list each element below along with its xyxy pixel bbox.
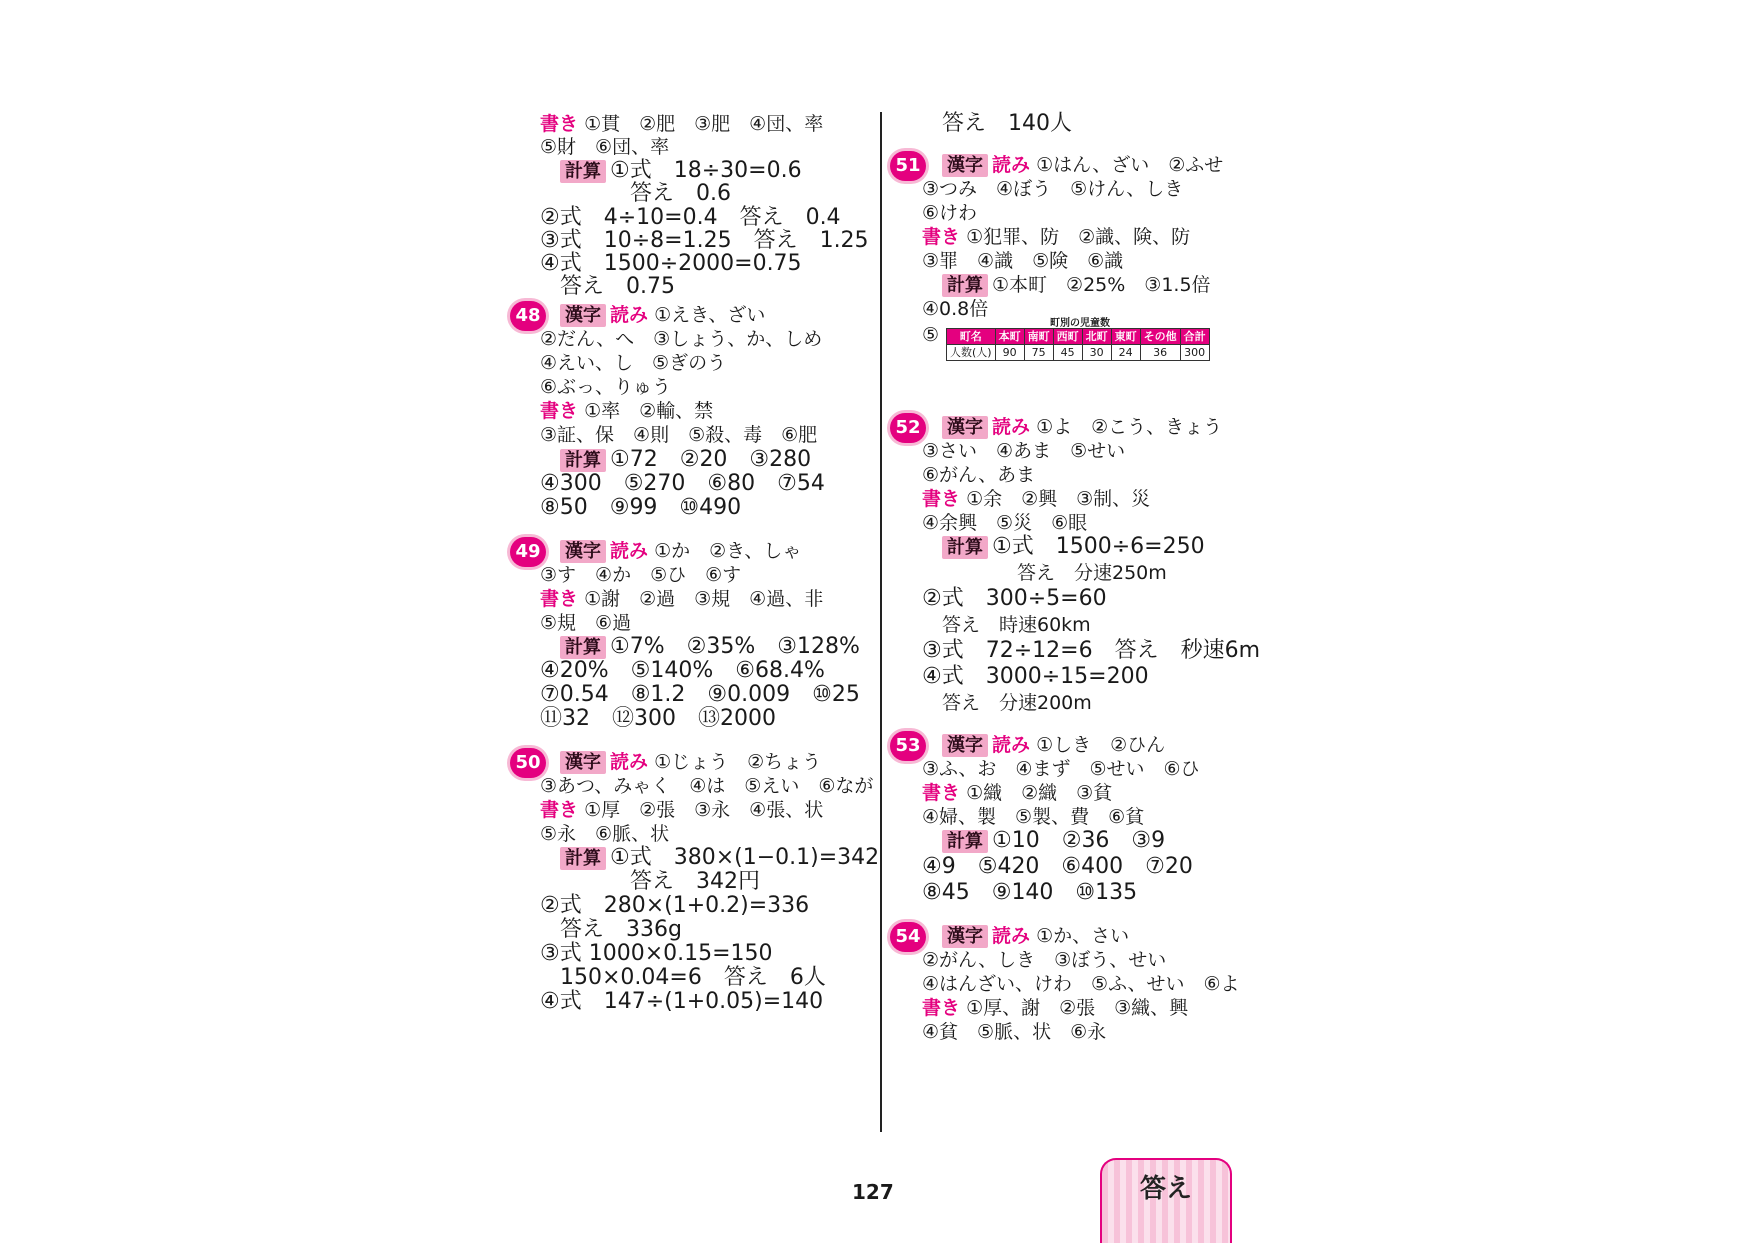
answer-line: ④えい、し ⑤ぎのう xyxy=(540,352,727,374)
yomi-label: 読み xyxy=(610,304,649,326)
answer-line: ④0.8倍 xyxy=(922,298,989,320)
kaki-label: 書き xyxy=(922,782,961,804)
kaki-label: 書き xyxy=(922,488,961,510)
table-header-cell: 東町 xyxy=(1111,329,1140,345)
answer-line: ⑤ xyxy=(922,324,940,346)
answer-line: ⑧50 ⑨99 ⑩490 xyxy=(540,495,742,520)
answer-text: ①じょう ②ちょう xyxy=(654,751,822,773)
section-badge-48: 48 xyxy=(510,301,546,331)
answer-line: ③式 1000×0.15=150 xyxy=(540,941,773,966)
table-cell: 人数(人) xyxy=(947,345,996,361)
kaki-line xyxy=(540,587,823,611)
table-cell: 90 xyxy=(995,345,1024,361)
answer-text: ①式 18÷30=0.6 xyxy=(610,158,802,183)
answer-line: 答え 0.6 xyxy=(630,181,731,206)
answer-text: ①はん、ざい ②ふせ xyxy=(1036,154,1224,176)
answer-text: ①犯罪、防 ②識、険、防 xyxy=(966,226,1191,248)
answer-line: 答え 336g xyxy=(560,917,682,942)
answer-text: ①厚、謝 ②張 ③織、興 xyxy=(966,997,1189,1019)
answer-line: ④9 ⑤420 ⑥400 ⑦20 xyxy=(922,854,1193,879)
table-header-row xyxy=(947,329,1210,345)
table-cell: 45 xyxy=(1053,345,1082,361)
answer-text: ①しき ②ひん xyxy=(1036,734,1166,756)
keisan-line xyxy=(942,273,1211,297)
answer-text: ①よ ②こう、きょう xyxy=(1036,416,1223,438)
answer-text: ①織 ②織 ③貧 xyxy=(966,782,1113,804)
kaki-label: 書き xyxy=(922,997,961,1019)
table-cell: 36 xyxy=(1140,345,1180,361)
answer-line: ⑥けわ xyxy=(922,202,978,224)
kaki-label: 書き xyxy=(922,226,961,248)
page-number: 127 xyxy=(852,1180,894,1204)
table-header-cell: 西町 xyxy=(1053,329,1082,345)
keisan-label: 計算 xyxy=(560,449,606,472)
kaki-line xyxy=(540,798,823,822)
yomi-label: 読み xyxy=(992,416,1031,438)
answer-line: ⑥がん、あま xyxy=(922,464,1036,486)
kanji-label: 漢字 xyxy=(560,540,606,563)
answer-line: ③式 72÷12=6 答え 秒速6m xyxy=(922,638,1261,663)
yomi-line xyxy=(942,924,1129,948)
kaki-line xyxy=(922,996,1188,1020)
yomi-label: 読み xyxy=(610,751,649,773)
answer-text: ①7% ②35% ③128% xyxy=(610,634,860,659)
answer-line: ④余興 ⑤災 ⑥眼 xyxy=(922,512,1088,534)
answer-text: ①率 ②輸、禁 xyxy=(584,400,714,422)
answer-line: ④式 147÷(1+0.05)=140 xyxy=(540,989,824,1014)
answer-line: ④式 1500÷2000=0.75 xyxy=(540,251,802,276)
answer-line: ⑪32 ⑫300 ⑬2000 xyxy=(540,706,776,731)
answer-line: ②式 300÷5=60 xyxy=(922,586,1107,611)
section-badge-53: 53 xyxy=(890,731,926,761)
yomi-line xyxy=(942,415,1222,439)
section-badge-49: 49 xyxy=(510,537,546,567)
answer-line: 150×0.04=6 答え 6人 xyxy=(560,965,826,990)
answer-text: ①式 1500÷6=250 xyxy=(992,534,1205,559)
yomi-label: 読み xyxy=(992,734,1031,756)
kanji-label: 漢字 xyxy=(560,751,606,774)
keisan-line xyxy=(942,829,1165,853)
section-badge-51: 51 xyxy=(890,151,926,181)
answer-line: ⑥ぶっ、りゅう xyxy=(540,376,672,398)
kanji-label: 漢字 xyxy=(560,304,606,327)
keisan-line xyxy=(560,448,811,472)
answer-line: ⑧45 ⑨140 ⑩135 xyxy=(922,880,1138,905)
answer-text: ①えき、ざい xyxy=(654,304,766,326)
answer-line: 答え 140人 xyxy=(942,111,1072,136)
answer-line: ④貧 ⑤脈、状 ⑥永 xyxy=(922,1021,1107,1043)
answer-line: ④20% ⑤140% ⑥68.4% xyxy=(540,658,825,683)
answer-text: ①10 ②36 ③9 xyxy=(992,828,1166,853)
kanji-label: 漢字 xyxy=(942,416,988,439)
answers-tab xyxy=(1100,1158,1232,1243)
answer-text: ①厚 ②張 ③永 ④張、状 xyxy=(584,799,824,821)
answer-line: 答え 分速250m xyxy=(1017,562,1167,584)
keisan-label: 計算 xyxy=(942,536,988,559)
answer-line: ③ふ、お ④まず ⑤せい ⑥ひ xyxy=(922,758,1200,780)
keisan-label: 計算 xyxy=(560,160,606,183)
kanji-label: 漢字 xyxy=(942,925,988,948)
kaki-line xyxy=(540,399,713,423)
table-cell: 30 xyxy=(1082,345,1111,361)
kaki-line xyxy=(922,225,1190,249)
kaki-label: 書き xyxy=(540,588,579,610)
yomi-label: 読み xyxy=(992,925,1031,947)
kaki-line xyxy=(922,781,1112,805)
table-header-cell: 北町 xyxy=(1082,329,1111,345)
answer-line: ③つみ ④ぼう ⑤けん、しき xyxy=(922,178,1184,200)
kaki-label: 書き xyxy=(540,799,579,821)
yomi-line xyxy=(942,153,1223,177)
kaki-label: 書き xyxy=(540,113,579,135)
keisan-line xyxy=(560,159,802,183)
answer-line: ③式 10÷8=1.25 答え 1.25 xyxy=(540,228,869,253)
table-cell: 75 xyxy=(1024,345,1053,361)
table-header-cell: その他 xyxy=(1140,329,1180,345)
table-row xyxy=(947,345,1210,361)
keisan-line xyxy=(560,635,860,659)
table-header-cell: 合計 xyxy=(1180,329,1209,345)
keisan-label: 計算 xyxy=(942,274,988,297)
answer-line: ③証、保 ④則 ⑤殺、毒 ⑥肥 xyxy=(540,424,818,446)
town-children-table xyxy=(946,328,1210,361)
answer-line: ②がん、しき ③ぼう、せい xyxy=(922,949,1167,971)
yomi-label: 読み xyxy=(610,540,649,562)
answer-text: ①貫 ②肥 ③肥 ④団、率 xyxy=(584,113,824,135)
kanji-label: 漢字 xyxy=(942,154,988,177)
answer-line: 答え 時速60km xyxy=(942,614,1091,636)
answer-line: ③さい ④あま ⑤せい xyxy=(922,440,1126,462)
kaki-line xyxy=(922,487,1150,511)
answer-line: 答え 0.75 xyxy=(560,274,675,299)
table-header-cell: 南町 xyxy=(1024,329,1053,345)
table-header-cell: 町名 xyxy=(947,329,996,345)
yomi-line xyxy=(560,303,765,327)
answer-line: 答え 分速200m xyxy=(942,692,1092,714)
keisan-label: 計算 xyxy=(560,847,606,870)
kanji-label: 漢字 xyxy=(942,734,988,757)
yomi-line xyxy=(560,539,801,563)
kaki-line xyxy=(540,112,823,136)
keisan-label: 計算 xyxy=(560,636,606,659)
answer-text: ①72 ②20 ③280 xyxy=(610,447,812,472)
answer-line: ⑤規 ⑥過 xyxy=(540,612,632,634)
answer-line: ②だん、へ ③しょう、か、しめ xyxy=(540,328,823,350)
answer-line: ④300 ⑤270 ⑥80 ⑦54 xyxy=(540,471,825,496)
table-title: 町別の児童数 xyxy=(1050,318,1110,329)
answer-line: ⑦0.54 ⑧1.2 ⑨0.009 ⑩25 xyxy=(540,682,860,707)
section-badge-54: 54 xyxy=(890,922,926,952)
answer-line: ⑤永 ⑥脈、状 xyxy=(540,823,670,845)
answer-line: ③罪 ④識 ⑤険 ⑥識 xyxy=(922,250,1124,272)
section-badge-52: 52 xyxy=(890,413,926,443)
answer-text: ①本町 ②25% ③1.5倍 xyxy=(992,274,1211,296)
keisan-label: 計算 xyxy=(942,830,988,853)
keisan-line xyxy=(942,535,1205,559)
yomi-line xyxy=(942,733,1165,757)
yomi-line xyxy=(560,750,821,774)
answer-line: ④はんざい、けわ ⑤ふ、せい ⑥よ xyxy=(922,973,1240,995)
table-header-cell: 本町 xyxy=(995,329,1024,345)
answer-text: ①か ②き、しゃ xyxy=(654,540,802,562)
section-badge-50: 50 xyxy=(510,748,546,778)
yomi-label: 読み xyxy=(992,154,1031,176)
column-divider xyxy=(880,112,882,1132)
answer-line: ③す ④か ⑤ひ ⑥す xyxy=(540,564,742,586)
answer-line: ③あつ、みゃく ④は ⑤えい ⑥なが xyxy=(540,775,874,797)
kaki-label: 書き xyxy=(540,400,579,422)
answer-line: 答え 342円 xyxy=(630,869,760,894)
answer-line: ②式 280×(1+0.2)=336 xyxy=(540,893,810,918)
answer-text: ①式 380×(1−0.1)=342 xyxy=(610,845,880,870)
answer-line: ④婦、製 ⑤製、費 ⑥貧 xyxy=(922,806,1145,828)
answer-line: ⑤財 ⑥団、率 xyxy=(540,136,670,158)
table-cell: 24 xyxy=(1111,345,1140,361)
answer-line: ②式 4÷10=0.4 答え 0.4 xyxy=(540,205,841,230)
answers-tab-label: 答え xyxy=(1139,1174,1192,1204)
answer-text: ①謝 ②過 ③規 ④過、非 xyxy=(584,588,824,610)
answer-text: ①余 ②興 ③制、災 xyxy=(966,488,1151,510)
table-cell: 300 xyxy=(1180,345,1209,361)
keisan-line xyxy=(560,846,879,870)
answer-text: ①か、さい xyxy=(1036,925,1130,947)
answer-line: ④式 3000÷15=200 xyxy=(922,664,1149,689)
